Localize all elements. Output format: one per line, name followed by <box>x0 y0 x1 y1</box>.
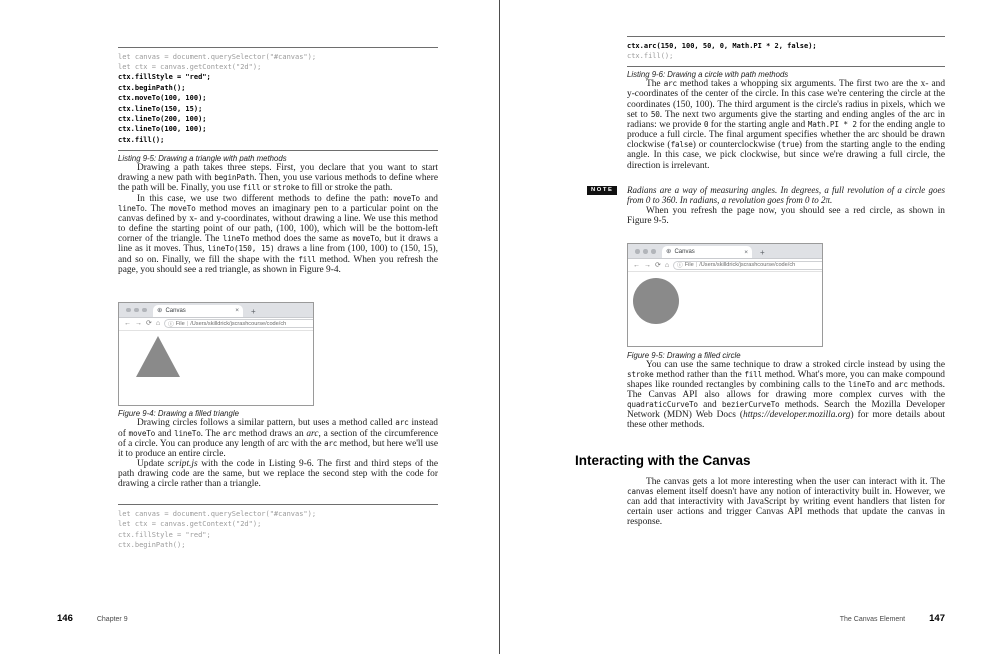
body-paragraph: Drawing circles follows a similar pattern, but uses a method called arc instead of moveTo and lineTo. The arc method draws an arc, a section of the circumference of a circle. You can produce any length of arc with the arc method, but here we'll use it to produce an entire circle. <box>118 418 439 459</box>
figure-browser-window <box>118 302 314 406</box>
figure-9-4-caption: Figure 9-4: Drawing a filled triangle <box>118 409 239 419</box>
footer-page-number: 147 <box>929 613 945 624</box>
figure-9-5-caption: Figure 9-5: Drawing a filled circle <box>627 350 741 360</box>
traffic-light-dot <box>635 249 640 254</box>
note-text: Radians are a way of measuring angles. In degrees, a full revolution of a circle goes from 0 to 360. In radians, a revolution goes from 0 to 2π. <box>627 184 945 206</box>
canvas-triangle-shape <box>136 336 180 377</box>
globe-icon: ⊕ <box>666 247 672 255</box>
url-separator: | <box>186 320 189 327</box>
body-paragraph: The canvas gets a lot more interesting when the user can interact with it. The canvas element itself doesn't have any notion of interactivity built in. However, we can add that interactivity with JavaScript by writing event handlers that listen for certain user actions and trigger Canvas API methods that update the canvas in response. <box>627 476 945 528</box>
body-paragraph: Drawing a path takes three steps. First, you declare that you want to start drawing a new path with beginPath. Then, you use various methods to define where the path will be. Finally, you use fill or stroke to fill or stroke the path. <box>118 163 439 194</box>
traffic-light-buttons <box>635 249 656 254</box>
page-right-content <box>575 0 946 528</box>
browser-viewport <box>628 272 822 345</box>
home-icon: ⌂ <box>155 320 161 328</box>
traffic-light-buttons <box>126 308 147 313</box>
new-tab-icon: + <box>251 306 256 316</box>
note-callout <box>591 184 945 206</box>
browser-title-bar <box>119 303 313 318</box>
back-icon: ← <box>124 320 131 328</box>
footer-section-label: Chapter 9 <box>96 616 128 623</box>
page-footer <box>57 613 128 624</box>
browser-address-bar <box>119 318 313 331</box>
code-listing-9-6-end: ctx.arc(150, 100, 50, 0, Math.PI * 2, false); ctx.fill(); <box>627 36 945 67</box>
new-tab-icon: + <box>760 248 765 258</box>
close-icon: × <box>235 307 239 315</box>
body-paragraph: Update script.js with the code in Listing 9-6. The first and third steps of the path drawing code are the same, but we replace the second step with the code for drawing a circle rather than a triangle. <box>118 459 438 490</box>
code-listing-9-5: let canvas = document.querySelector("#canvas"); let ctx = canvas.getContext("2d"); ctx.fillStyle = "red"; ctx.beginPath(); ctx.moveTo(100, 100); ctx.lineTo(150, 15); ctx.lineTo(200, 100); ctx.lineTo(100, 100); ctx.fill(); <box>118 47 438 151</box>
forward-icon: → <box>644 261 651 269</box>
address-url-pill <box>673 261 822 270</box>
traffic-light-dot <box>142 308 147 313</box>
tab-title: Canvas <box>165 307 186 314</box>
forward-icon: → <box>135 320 142 328</box>
browser-title-bar <box>628 244 822 259</box>
url-separator: | <box>695 262 698 269</box>
back-icon: ← <box>633 261 640 269</box>
reload-icon: ⟳ <box>655 261 661 269</box>
traffic-light-dot <box>126 308 131 313</box>
address-url: /Users/skilldrick/jscrashcourse/code/ch <box>190 320 287 327</box>
page-left-content <box>118 0 438 555</box>
browser-viewport <box>119 331 313 404</box>
page-footer <box>840 613 945 624</box>
section-heading: Interacting with the Canvas <box>575 452 751 468</box>
info-icon: ⓘ <box>168 321 174 328</box>
canvas-circle-shape <box>633 278 679 324</box>
listing-9-6-caption: Listing 9-6: Drawing a circle with path methods <box>627 70 789 80</box>
info-icon: ⓘ <box>677 263 683 270</box>
browser-tab <box>153 305 243 317</box>
body-paragraph: In this case, we use two different methods to define the path: moveTo and lineTo. The moveTo method moves an imaginary pen to a particular point on the canvas defined by x- and y-coordinates, without drawing a line. We use this method to define the starting point of our path, (100, 100), which will be the bottom-left corner of the triangle. The lineTo method does the same as moveTo, but it draws a line as it moves. Thus, lineTo(150, 15) draws a line from (100, 100) to (150, 15), and so on. Finally, we fill the shape with the fill method. When you refresh the page, you should see a red triangle, as shown in Figure 9-4. <box>118 193 438 275</box>
footer-page-number: 146 <box>57 613 73 624</box>
address-url-pill <box>164 319 313 328</box>
note-label: NOTE <box>587 186 617 195</box>
traffic-light-dot <box>643 249 648 254</box>
browser-tab <box>662 246 752 258</box>
file-scheme-label: File <box>175 320 185 327</box>
body-paragraph: You can use the same technique to draw a stroked circle instead by using the stroke method rather than the fill method. What's more, you can make compound shapes like rounded rectangles by combining calls to the lineTo and arc methods. The Canvas API also allows for drawing more complex curves with the quadraticCurveTo and bezierCurveTo methods. Search the Mozilla Developer Network (MDN) Web Docs (https://developer.mozilla.org) for more details about these other methods. <box>627 359 945 431</box>
close-icon: × <box>744 248 748 256</box>
code-listing-9-6-start: let canvas = document.querySelector("#canvas"); let ctx = canvas.getContext("2d"); ctx.fillStyle = "red"; ctx.beginPath(); <box>118 504 438 555</box>
home-icon: ⌂ <box>664 261 670 269</box>
traffic-light-dot <box>651 249 656 254</box>
tab-title: Canvas <box>674 249 695 256</box>
reload-icon: ⟳ <box>146 320 152 328</box>
figure-browser-window <box>627 243 823 347</box>
browser-address-bar <box>628 259 822 272</box>
body-paragraph: When you refresh the page now, you should see a red circle, as shown in Figure 9-5. <box>627 205 945 226</box>
listing-9-5-caption: Listing 9-5: Drawing a triangle with path methods <box>118 154 287 164</box>
page-right <box>500 0 1000 654</box>
traffic-light-dot <box>134 308 139 313</box>
globe-icon: ⊕ <box>157 306 163 314</box>
body-paragraph: The arc method takes a whopping six arguments. The first two are the x- and y-coordinates of the center of the circle. In this case we're centering the circle at the coordinates (150, 100). The third argument is the circle's radius in pixels, which we set to 50. The next two arguments give the starting and ending angles of the arc in radians: we provide 0 for the starting angle and Math.PI * 2 for the ending angle to produce a full circle. The final argument specifies whether the arc should be drawn clockwise (false) or counterclockwise (true) from the starting angle to the ending angle. In this case, we pick clockwise, but since we're drawing a full circle, the direction is irrelevant. <box>627 79 946 171</box>
footer-section-label: The Canvas Element <box>839 616 906 623</box>
file-scheme-label: File <box>684 262 694 269</box>
address-url: /Users/skilldrick/jscrashcourse/code/ch <box>699 262 796 269</box>
